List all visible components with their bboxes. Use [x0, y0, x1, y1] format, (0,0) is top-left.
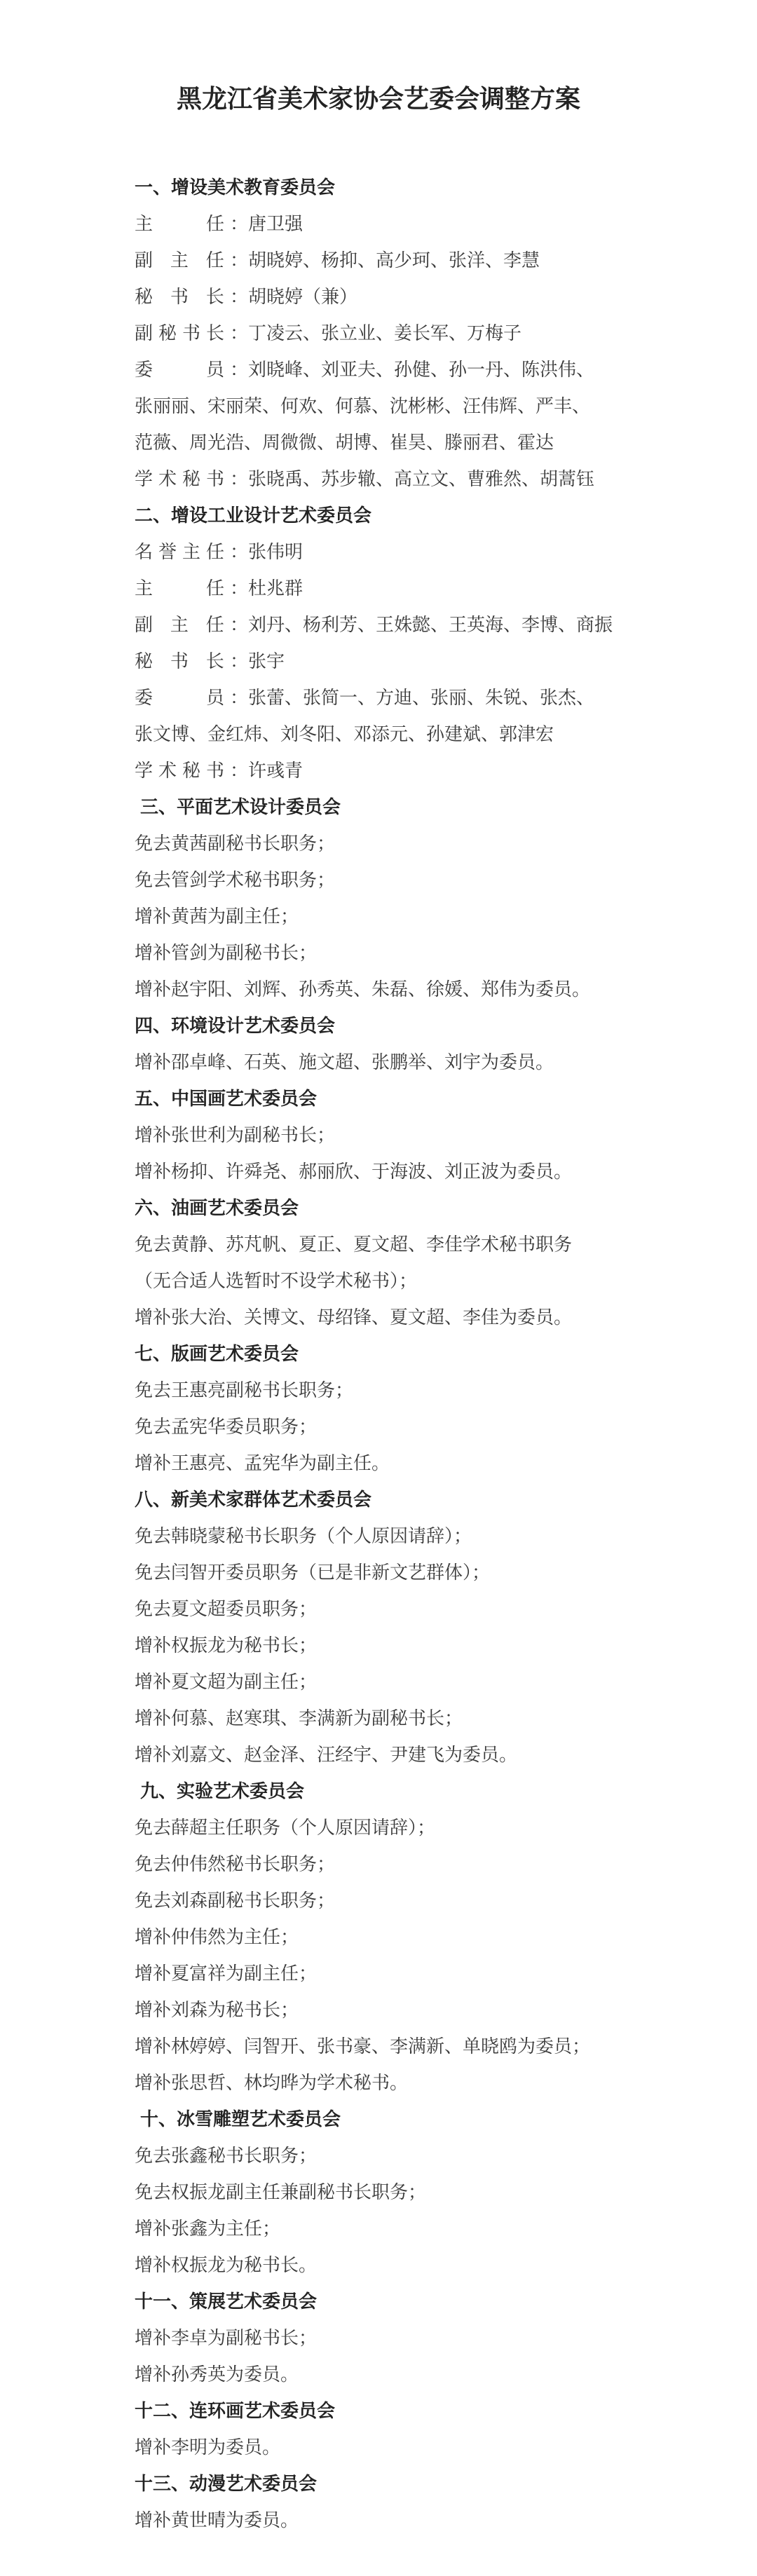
section-heading: 九、实验艺术委员会: [140, 1781, 305, 1802]
line-text: 刘丹、杨利芳、王姝懿、王英海、李博、商振: [248, 615, 613, 636]
line-text: 增补李明为委员。: [135, 2437, 281, 2458]
line-text: 增补王惠亮、孟宪华为副主任。: [135, 1453, 390, 1474]
role-label: 学术秘书：: [135, 761, 248, 782]
line-text: 张宇: [248, 651, 285, 672]
section-line: [135, 1883, 730, 1919]
line-text: 增补夏富祥为副主任；: [135, 1963, 318, 1984]
section-line: [135, 2430, 730, 2466]
section-heading: 十三、动漫艺术委员会: [135, 2474, 318, 2495]
line-text: 增补孙秀英为委员。: [135, 2364, 299, 2385]
section-line: [135, 716, 730, 753]
section-line: [135, 2247, 730, 2284]
line-text: 增补林婷婷、闫智开、张书豪、李满新、单晓鸥为委员；: [135, 2036, 591, 2057]
section-line: [135, 206, 730, 243]
committee-section: [135, 2466, 730, 2539]
line-text: 许彧青: [248, 761, 304, 782]
section-line: [135, 534, 730, 571]
section-line: [135, 2320, 730, 2357]
section-line: [135, 1445, 730, 1482]
section-line: [135, 279, 730, 315]
section-line: [135, 2065, 730, 2101]
role-label: 名誉主任：: [135, 542, 248, 563]
line-text: 张晓禹、苏步辙、高立文、曹雅然、胡蒿钰: [248, 469, 595, 490]
role-label: 副秘书长：: [135, 323, 248, 344]
line-text: 杜兆群: [248, 578, 304, 599]
line-text: 增补杨抑、许舜尧、郝丽欣、于海波、刘正波为委员。: [135, 1161, 573, 1183]
line-text: 免去张鑫秘书长职务；: [135, 2146, 318, 2167]
line-text: 增补权振龙为秘书长；: [135, 1635, 318, 1656]
line-text: 增补张鑫为主任；: [135, 2219, 281, 2240]
line-text: 刘晓峰、刘亚夫、孙健、孙一丹、陈洪伟、: [248, 360, 595, 381]
line-text: 范薇、周光浩、周微微、胡博、崔昊、滕丽君、霍达: [135, 432, 554, 454]
section-line: [135, 1154, 730, 1190]
committee-section: [135, 498, 730, 789]
section-line: [135, 1518, 730, 1555]
line-text: 增补夏文超为副主任；: [135, 1672, 318, 1693]
section-line: [135, 1628, 730, 1664]
section-line: [135, 425, 730, 461]
section-line: [135, 1227, 730, 1263]
line-text: 胡晓婷（兼）: [248, 287, 358, 308]
section-heading: 十二、连环画艺术委员会: [135, 2401, 336, 2422]
line-text: 增补权振龙为秘书长。: [135, 2255, 318, 2276]
line-text: 免去仲伟然秘书长职务；: [135, 1854, 336, 1875]
section-line: [135, 388, 730, 425]
section-heading: 一、增设美术教育委员会: [135, 177, 336, 198]
section-heading: 二、增设工业设计艺术委员会: [135, 505, 372, 526]
line-text: 增补张大治、关博文、母绍锋、夏文超、李佳为委员。: [135, 1307, 573, 1328]
section-line: [135, 643, 730, 680]
line-text: 增补赵宇阳、刘辉、孙秀英、朱磊、徐媛、郑伟为委员。: [135, 979, 591, 1000]
section-line: [135, 1919, 730, 1956]
section-line: [135, 315, 730, 352]
section-heading: 三、平面艺术设计委员会: [140, 797, 341, 818]
line-text: 增补张世利为副秘书长；: [135, 1125, 336, 1146]
section-heading: 八、新美术家群体艺术委员会: [135, 1490, 372, 1511]
role-label: 副 主 任：: [135, 250, 248, 271]
committee-section: [135, 2284, 730, 2393]
document-title: 黑龙江省美术家协会艺委会调整方案: [176, 85, 580, 114]
role-label: 副 主 任：: [135, 615, 248, 636]
committee-section: [135, 1008, 730, 1081]
line-text: 免去权振龙副主任兼副秘书长职务；: [135, 2182, 427, 2203]
section-line: [135, 2502, 730, 2539]
line-text: （无合适人选暂时不设学术秘书）；: [135, 1271, 418, 1292]
line-text: 免去韩晓蒙秘书长职务（个人原因请辞）；: [135, 1526, 472, 1547]
role-label: 委 员：: [135, 360, 248, 381]
line-text: 免去孟宪华委员职务；: [135, 1417, 318, 1438]
section-line: [135, 753, 730, 789]
role-label: 主 任：: [135, 214, 248, 235]
section-line: [135, 571, 730, 607]
line-text: 免去黄静、苏芃帆、夏正、夏文超、李佳学术秘书职务: [135, 1234, 573, 1255]
line-text: 胡晓婷、杨抑、高少珂、张洋、李慧: [248, 250, 540, 271]
section-line: [135, 1664, 730, 1701]
line-text: 增补仲伟然为主任；: [135, 1927, 299, 1948]
section-line: [135, 1810, 730, 1846]
section-line: [135, 2029, 730, 2065]
document-body: [135, 170, 730, 2539]
line-text: 丁凌云、张立业、姜长军、万梅子: [248, 323, 522, 344]
line-text: 免去刘森副秘书长职务；: [135, 1890, 336, 1911]
line-text: 增补黄茜为副主任；: [135, 906, 299, 927]
line-text: 张伟明: [248, 542, 304, 563]
section-line: [135, 2211, 730, 2247]
line-text: 免去夏文超委员职务；: [135, 1599, 318, 1620]
section-line: [135, 826, 730, 862]
committee-section: [135, 1336, 730, 1482]
committee-section: [135, 1190, 730, 1336]
section-line: [135, 607, 730, 643]
committee-section: [135, 2101, 730, 2284]
line-text: 增补李卓为副秘书长；: [135, 2328, 318, 2349]
section-line: [135, 1117, 730, 1154]
role-label: 主 任：: [135, 578, 248, 599]
line-text: 增补管剑为副秘书长；: [135, 943, 318, 964]
committee-section: [135, 2393, 730, 2466]
committee-section: [135, 1081, 730, 1190]
section-line: [135, 1263, 730, 1300]
line-text: 免去黄茜副秘书长职务；: [135, 833, 336, 854]
section-line: [135, 972, 730, 1008]
role-label: 学术秘书：: [135, 469, 248, 490]
section-line: [135, 2174, 730, 2211]
line-text: 免去薛超主任职务（个人原因请辞）；: [135, 1818, 436, 1839]
section-line: [135, 1591, 730, 1628]
section-heading: 七、版画艺术委员会: [135, 1344, 299, 1365]
line-text: 免去闫智开委员职务（已是非新文艺群体）；: [135, 1562, 491, 1583]
section-line: [135, 935, 730, 972]
section-line: [135, 1737, 730, 1773]
line-text: 张文博、金红炜、刘冬阳、邓添元、孙建斌、郭津宏: [135, 724, 554, 745]
role-label: 委 员：: [135, 688, 248, 709]
committee-section: [135, 170, 730, 498]
section-line: [135, 2138, 730, 2174]
line-text: 增补黄世晴为委员。: [135, 2510, 299, 2531]
role-label: 秘 书 长：: [135, 287, 248, 308]
section-line: [135, 352, 730, 388]
line-text: 张蕾、张简一、方迪、张丽、朱锐、张杰、: [248, 688, 595, 709]
section-heading: 五、中国画艺术委员会: [135, 1089, 318, 1110]
section-line: [135, 1992, 730, 2029]
line-text: 免去管剑学术秘书职务；: [135, 870, 336, 891]
line-text: 增补邵卓峰、石英、施文超、张鹏举、刘宇为委员。: [135, 1052, 554, 1073]
section-heading: 六、油画艺术委员会: [135, 1198, 299, 1219]
section-line: [135, 1701, 730, 1737]
section-line: [135, 862, 730, 899]
section-line: [135, 1956, 730, 1992]
line-text: 唐卫强: [248, 214, 304, 235]
line-text: 免去王惠亮副秘书长职务；: [135, 1380, 354, 1401]
line-text: 张丽丽、宋丽荣、何欢、何慕、沈彬彬、汪伟辉、严丰、: [135, 396, 591, 417]
section-heading: 十一、策展艺术委员会: [135, 2291, 318, 2312]
line-text: 增补刘嘉文、赵金泽、汪经宇、尹建飞为委员。: [135, 1745, 518, 1766]
section-line: [135, 461, 730, 498]
section-line: [135, 2357, 730, 2393]
committee-section: [135, 789, 730, 1008]
section-heading: 十、冰雪雕塑艺术委员会: [140, 2109, 341, 2130]
section-line: [135, 899, 730, 935]
section-line: [135, 1044, 730, 1081]
role-label: 秘 书 长：: [135, 651, 248, 672]
section-line: [135, 1300, 730, 1336]
section-line: [135, 1846, 730, 1883]
section-line: [135, 1409, 730, 1445]
section-heading: 四、环境设计艺术委员会: [135, 1016, 336, 1037]
section-line: [135, 243, 730, 279]
line-text: 增补刘森为秘书长；: [135, 2000, 299, 2021]
section-line: [135, 1555, 730, 1591]
section-line: [135, 1372, 730, 1409]
line-text: 增补张思哲、林均晔为学术秘书。: [135, 2073, 409, 2094]
committee-section: [135, 1482, 730, 1773]
section-line: [135, 680, 730, 716]
committee-section: [135, 1773, 730, 2101]
line-text: 增补何慕、赵寒琪、李满新为副秘书长；: [135, 1708, 463, 1729]
